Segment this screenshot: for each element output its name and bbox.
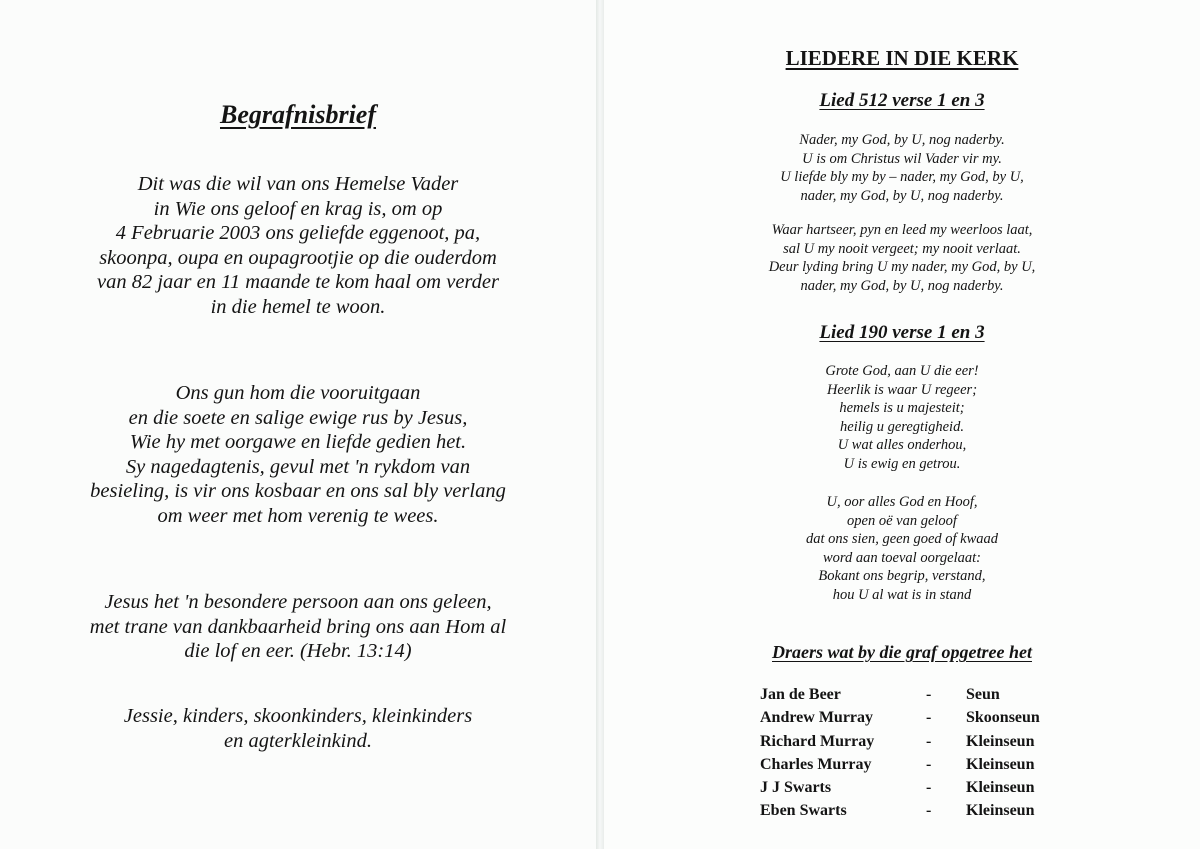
bearers-heading: Draers wat by die graf opgetree het [772,642,1032,662]
hymns-heading: LIEDERE IN DIE KERK [785,46,1019,70]
bearer-name: Andrew Murray [760,709,874,727]
paragraph-scripture [40,590,556,664]
text-line: Jesus het 'n besondere persoon aan ons geleen, [104,591,492,613]
right-page [604,0,1200,849]
verse-line: Waar hartseer, pyn en leed my weerloos laat, [771,222,1033,238]
text-line: van 82 jaar en 11 maande te kom haal om verder [97,271,499,293]
bearer-row [760,686,1080,709]
text-line: in die hemel te woon. [210,295,386,318]
bearer-row [760,802,1080,825]
bearer-dash: - [926,755,932,773]
text-line: Wie hy met oorgawe en liefde gedien het. [129,431,467,453]
verse-line: heilig u geregtigheid. [840,418,964,435]
text-line: in Wie ons geloof en krag is, om op [153,197,443,220]
verse-line: open oë van geloof [847,512,957,529]
bearer-name: Jan de Beer [760,686,841,703]
bearer-row [760,733,1080,756]
verse-line: Grote God, aan U die eer! [825,363,979,379]
bearer-row [760,756,1080,779]
verse-line: nader, my God, by U, nog naderby. [800,277,1004,294]
bearers-list [760,686,1080,826]
bearer-name: Eben Swarts [760,802,847,820]
hymn-512-title: Lied 512 verse 1 en 3 [819,90,985,111]
text-line: skoonpa, oupa en oupagrootjie op die ouderdom [99,246,497,269]
bearer-name: Charles Murray [760,755,872,773]
verse-line: Nader, my God, by U, nog naderby. [799,132,1005,148]
text-line: en agterkleinkind. [223,729,372,752]
bearer-dash: - [926,779,932,797]
verse-line: U liefde bly my by – nader, my God, by U, [780,169,1024,186]
verse-line: U is om Christus wil Vader vir my. [802,150,1002,167]
text-line: met trane van dankbaarheid bring ons aan Hom al [89,615,507,638]
bearer-relation: Kleinseun [966,755,1035,773]
left-page [0,0,596,849]
bearer-row [760,709,1080,732]
verse-line: dat ons sien, geen goed of kwaad [805,531,999,548]
bearer-dash: - [926,732,932,750]
text-line: die lof en eer. (Hebr. 13:14) [184,640,412,662]
text-line: 4 Februarie 2003 ons geliefde eggenoot, pa, [115,222,481,244]
verse-line: Bokant ons begrip, verstand, [818,568,986,585]
text-line: Jessie, kinders, skoonkinders, kleinkinders [123,705,473,727]
paragraph-tribute [40,381,556,528]
hymn-190-verse-1 [604,362,1200,474]
bearer-name: J J Swarts [760,779,832,797]
verse-line: Deur lyding bring U my nader, my God, by U, [768,259,1036,276]
hymn-512-verse-3 [604,221,1200,295]
bearer-relation: Kleinseun [966,779,1035,797]
verse-line: sal U my nooit vergeet; my nooit verlaat. [783,240,1021,257]
verse-line: U wat alles onderhou, [837,437,967,454]
bearer-dash: - [926,802,932,820]
hymn-190-title: Lied 190 verse 1 en 3 [819,322,985,343]
bearer-relation: Skoonseun [966,709,1040,727]
verse-line: Heerlik is waar U regeer; [826,381,978,398]
text-line: en die soete en salige ewige rus by Jesus, [128,406,468,429]
hymn-512-verse-1 [604,131,1200,205]
bearer-relation: Kleinseun [966,732,1035,750]
paragraph-signature [40,704,556,753]
bearer-relation: Seun [966,686,1000,703]
page-title: Begrafnisbrief [220,100,376,129]
verse-line: U, oor alles God en Hoof, [826,494,978,510]
text-line: Sy nagedagtenis, gevul met 'n rykdom van [125,455,471,478]
text-line: om weer met hom verenig te wees. [157,504,439,527]
page-fold-divider [596,0,604,849]
verse-line: nader, my God, by U, nog naderby. [800,187,1004,204]
bearer-dash: - [926,709,932,727]
bearer-name: Richard Murray [760,732,875,750]
paragraph-announcement [40,172,556,319]
text-line: Ons gun hom die vooruitgaan [175,382,421,404]
bearer-relation: Kleinseun [966,802,1035,820]
verse-line: word aan toeval oorgelaat: [822,549,981,566]
text-line: besieling, is vir ons kosbaar en ons sal bly verlang [90,480,506,502]
bearer-dash: - [926,686,932,703]
verse-line: hemels is u majesteit; [839,400,965,417]
hymn-190-verse-3 [604,493,1200,605]
text-line: Dit was die wil van ons Hemelse Vader [137,173,459,195]
verse-line: U is ewig en getrou. [843,455,961,472]
verse-line: hou U al wat is in stand [832,586,972,603]
bearer-row [760,779,1080,802]
